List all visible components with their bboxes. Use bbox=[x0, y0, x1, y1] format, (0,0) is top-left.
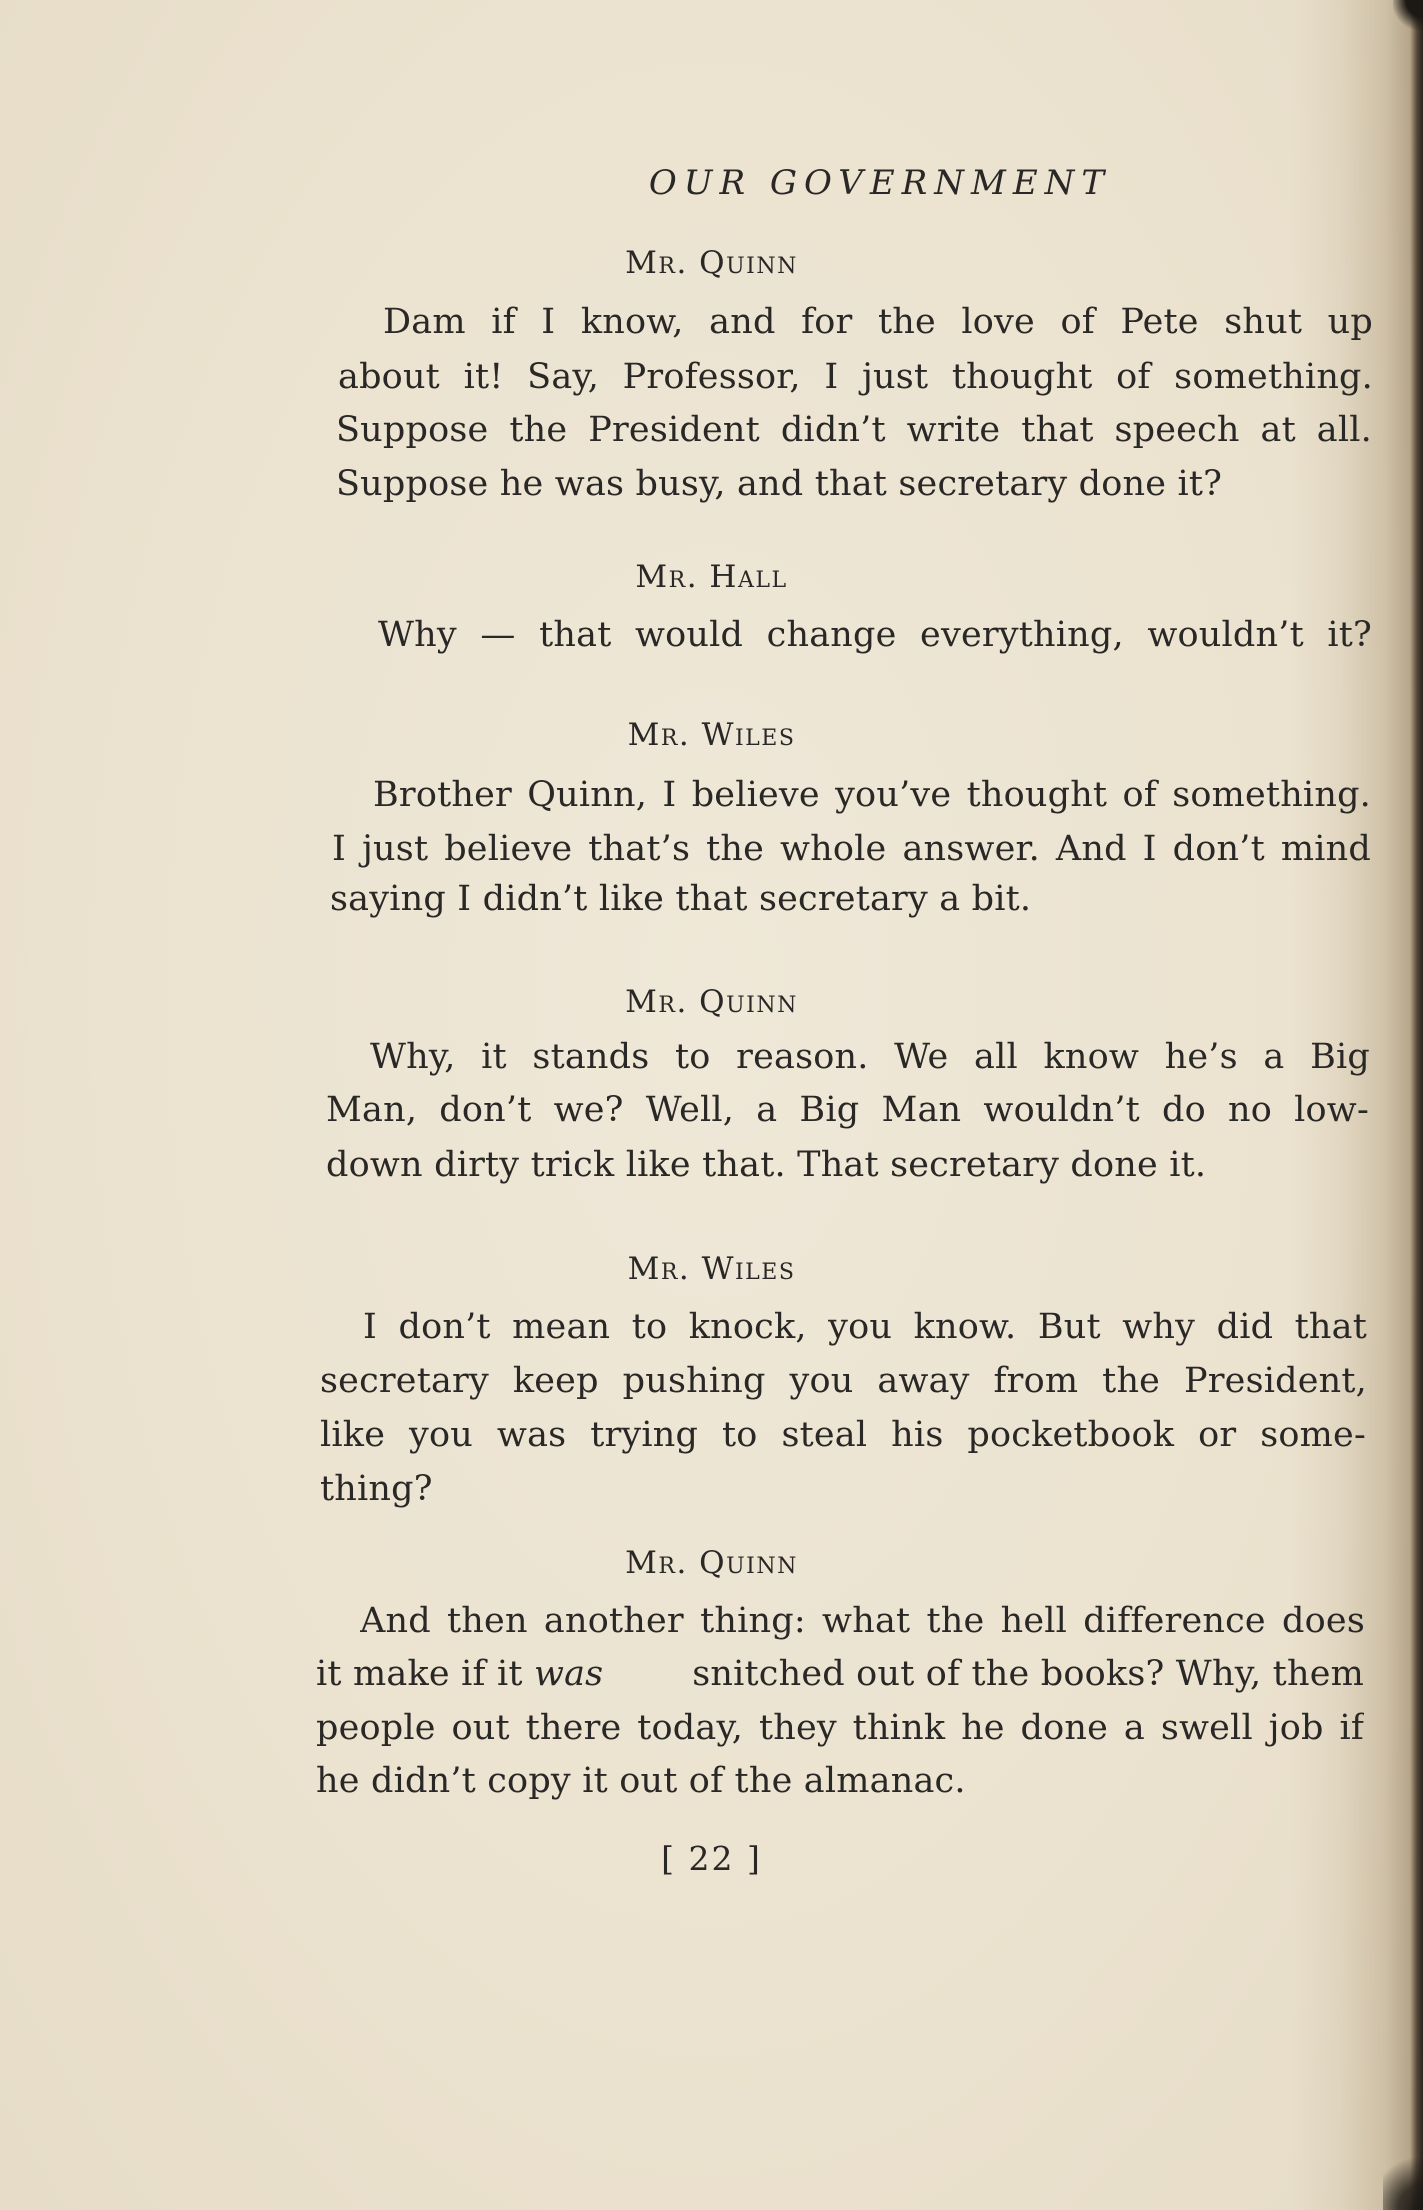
speaker-label: Mr. Hall bbox=[635, 559, 788, 595]
dialogue-line: he didn’t copy it out of the almanac. bbox=[316, 1761, 966, 1801]
dialogue-line: I just believe that’s the whole answer. And I don’t mind bbox=[332, 832, 1371, 869]
dialogue-line: Suppose he was busy, and that secretary done it? bbox=[336, 464, 1223, 504]
dialogue-line: people out there today, they think he done a swell job if bbox=[316, 1711, 1364, 1748]
dialogue-line: Man, don’t we? Well, a Big Man wouldn’t do no low- bbox=[326, 1093, 1369, 1130]
speaker-label: Mr. Wiles bbox=[627, 1251, 796, 1287]
dialogue-line: Suppose the President didn’t write that speech at all. bbox=[336, 413, 1372, 450]
dialogue-line: Why — that would change everything, wouldn’t it? bbox=[378, 618, 1372, 655]
speaker-name bbox=[0, 717, 1423, 753]
speaker-name bbox=[0, 245, 1423, 281]
speaker-name bbox=[0, 1251, 1423, 1287]
dialogue-line: Why, it stands to reason. We all know he’s a Big bbox=[370, 1040, 1370, 1077]
speaker-name bbox=[0, 984, 1423, 1020]
dialogue-line: down dirty trick like that. That secretary done it. bbox=[326, 1145, 1207, 1185]
dialogue-line: like you was trying to steal his pocketbook or some- bbox=[320, 1418, 1366, 1455]
speaker-label: Mr. Quinn bbox=[625, 984, 798, 1020]
dialogue-line: saying I didn’t like that secretary a bit. bbox=[330, 879, 1032, 919]
speaker-label: Mr. Quinn bbox=[625, 1545, 798, 1581]
speaker-name bbox=[0, 559, 1423, 595]
dialogue-line: Dam if I know, and for the love of Pete shut up bbox=[383, 305, 1373, 342]
speaker-label: Mr. Wiles bbox=[627, 717, 796, 753]
dialogue-line: secretary keep pushing you away from the President, bbox=[320, 1364, 1367, 1401]
dialogue-line bbox=[316, 1654, 1364, 1694]
speaker-label: Mr. Quinn bbox=[625, 245, 798, 281]
line-fragment bbox=[316, 1654, 604, 1694]
dialogue-line: I don’t mean to knock, you know. But why did that bbox=[363, 1310, 1367, 1347]
dialogue-line: thing? bbox=[320, 1469, 433, 1509]
dialogue-line: And then another thing: what the hell difference does bbox=[360, 1604, 1365, 1641]
page-number: [ 22 ] bbox=[661, 1839, 762, 1878]
running-head: OUR GOVERNMENT bbox=[648, 163, 1112, 203]
dialogue-line: about it! Say, Professor, I just thought of something. bbox=[338, 360, 1373, 397]
line-text: it make if it bbox=[316, 1654, 534, 1694]
dialogue-line: Brother Quinn, I believe you’ve thought of something. bbox=[373, 778, 1371, 815]
page-corner-shadow bbox=[1393, 0, 1423, 30]
emphasized-word: was bbox=[533, 1654, 604, 1694]
page-corner-shadow-bottom bbox=[1383, 2150, 1423, 2210]
line-text: snitched out of the books? Why, them bbox=[692, 1654, 1364, 1694]
speaker-name bbox=[0, 1545, 1423, 1581]
